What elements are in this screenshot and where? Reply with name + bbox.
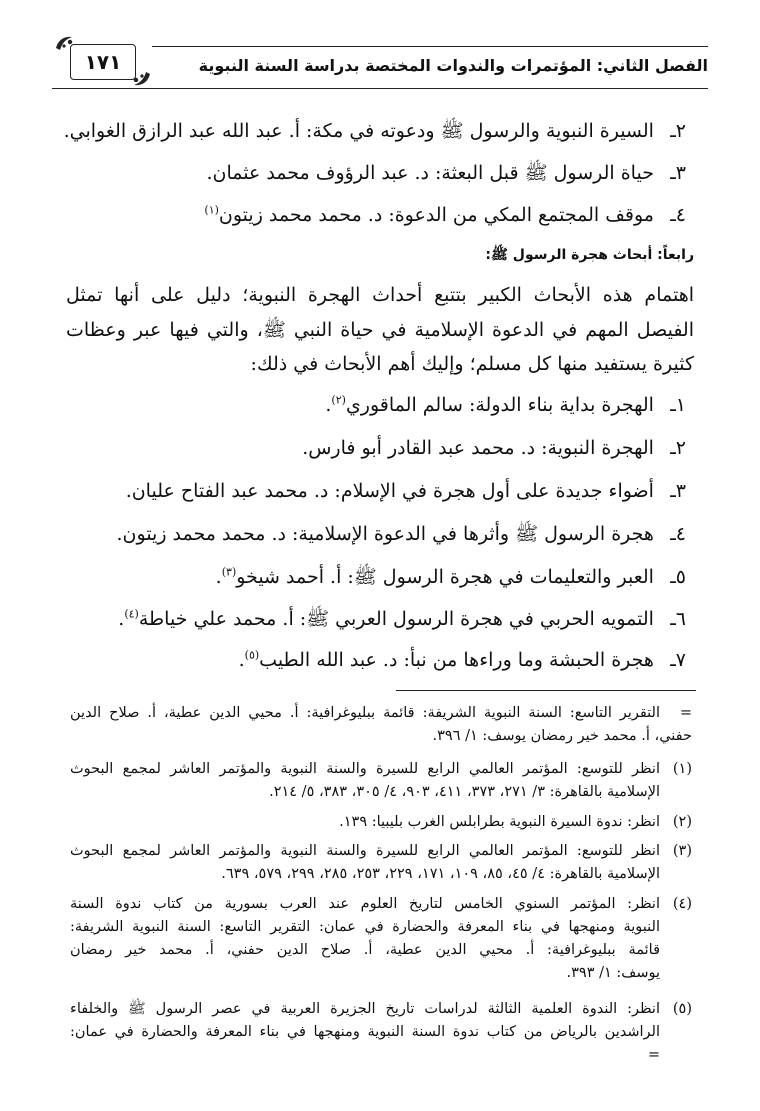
- footnote-line: التقرير التاسع: السنة النبوية الشريفة: قائمة ببليوغرافية: أ. محيي الدين عطية، أ. صلاح الدين: [70, 705, 660, 721]
- footnote-line: النبوية ومنهجها في بناء المعرفة والحضارة في عمان: التقرير التاسع: السنة النبوية الشريفة:: [70, 919, 660, 935]
- footnote-line: انظر: المؤتمر السنوي الخامس لتاريخ العلوم عند العرب بسورية من كتاب ندوة السنة: [70, 896, 660, 912]
- footnote-line: الراشدين بالرياض من كتاب ندوة السنة النبوية ومنهجها في بناء المعرفة والحضارة في عمان:: [70, 1024, 660, 1040]
- footnote-ref: (٤): [124, 607, 139, 621]
- list-item-number: ٦ـ: [670, 608, 686, 630]
- chapter-title: الفصل الثاني: المؤتمرات والندوات المختصة بدراسة السنة النبوية: [198, 56, 708, 75]
- footnote-ref: (١): [204, 203, 219, 217]
- list-item: [66, 436, 686, 460]
- footnote: [70, 811, 692, 834]
- footnote-label: (٤): [672, 896, 692, 912]
- footnote-label: (٥): [672, 1001, 692, 1017]
- footnote-line: الإسلامية بالقاهرة: ٣/ ٢٧١، ٣٧٣، ٤١١، ٩٠٣، ٤/ ٣٠٥، ٣٨٣، ٥/ ٢١٤.: [269, 784, 660, 800]
- page-number: ١٧١: [70, 44, 136, 80]
- footnote-ref: (٥): [244, 648, 260, 662]
- footnote-label: =: [679, 705, 692, 721]
- footnote: [70, 998, 692, 1067]
- list-item-text: حياة الرسول ﷺ قبل البعثة: د. عبد الرؤوف محمد عثمان.: [206, 162, 654, 184]
- paragraph-line: كثيرة يستفيد منها كل مسلم؛ وإليك أهم الأبحاث في ذلك:: [250, 353, 694, 375]
- main-text: [63, 0, 694, 700]
- paragraph-line: اهتمام هذه الأبحاث الكبير بتتبع أحداث الهجرة النبوية؛ دليل على أنها تمثل: [66, 284, 694, 306]
- footnote-separator: [396, 690, 696, 691]
- list-item-number: ٣ـ: [670, 480, 686, 502]
- list-item-text: موقف المجتمع المكي من الدعوة: د. محمد محمد زيتون: [218, 204, 654, 226]
- footnote-line: الإسلامية بالقاهرة: ٤/ ٤٥، ٨٥، ١٠٩، ١٧١، ٢٢٩، ٢٥٣، ٢٨٥، ٢٩٩، ٥٧٩، ٦٣٩.: [221, 866, 660, 882]
- footnote: [70, 840, 692, 886]
- footnote-label: (٣): [672, 843, 692, 859]
- list-item-text: أضواء جديدة على أول هجرة في الإسلام: د. محمد عبد الفتاح عليان.: [125, 480, 654, 502]
- footnote-ref: (٢): [331, 393, 346, 407]
- footnote-label: (١): [672, 761, 692, 777]
- footnote-label: (٢): [672, 814, 692, 830]
- list-item-number: ٥ـ: [670, 566, 686, 588]
- list-item: [66, 393, 686, 417]
- list-item-text: هجرة الرسول ﷺ وأثرها في الدعوة الإسلامية: د. محمد محمد زيتون.: [116, 523, 654, 545]
- footnote: [70, 758, 692, 804]
- footnote-line: يوسف: ١/ ٣٩٣.: [566, 965, 660, 981]
- list-item-text: التمويه الحربي في هجرة الرسول العربي ﷺ: أ. محمد علي خياطة: [138, 608, 654, 630]
- footnote-line: =: [647, 1047, 660, 1063]
- footnote: [70, 702, 692, 748]
- list-item-text: هجرة الحبشة وما وراءها من نبأ: د. عبد الله الطيب: [259, 649, 654, 671]
- list-item: [66, 161, 686, 185]
- list-item-number: ١ـ: [670, 394, 686, 416]
- list-item-number: ٢ـ: [670, 437, 686, 459]
- list-item-number: ٤ـ: [670, 523, 686, 545]
- list-item-number: ٧ـ: [670, 649, 686, 671]
- list-item-number: ٣ـ: [670, 162, 686, 184]
- list-item-number: ٢ـ: [670, 120, 686, 142]
- footnote-line: انظر: ندوة السيرة النبوية بطرابلس الغرب بليبيا: ١٣٩.: [339, 814, 660, 830]
- footnote-line: انظر للتوسع: المؤتمر العالمي الرابع للسيرة والسنة النبوية والمؤتمر العاشر لمجمع البحوث: [70, 843, 660, 859]
- list-item-end: .: [325, 394, 332, 416]
- footnote: [70, 893, 692, 985]
- section-heading: رابعاً: أبحاث هجرة الرسول ﷺ:: [485, 247, 694, 263]
- list-item: [66, 203, 686, 227]
- list-item: [66, 479, 686, 503]
- list-item: [66, 648, 686, 672]
- list-item-text: الهجرة النبوية: د. محمد عبد القادر أبو فارس.: [302, 437, 654, 459]
- list-item-end: .: [215, 566, 222, 588]
- list-item-text: الهجرة بداية بناء الدولة: سالم الماقوري: [345, 394, 654, 416]
- paragraph-line: الفيصل المهم في الدعوة الإسلامية في حياة النبي ﷺ، والتي فيها عبر وعظات: [66, 319, 694, 341]
- list-item-end: .: [118, 608, 125, 630]
- footnote-line: قائمة ببليوغرافية: أ. محيي الدين عطية، أ. صلاح الدين حفني، أ. محمد خير رمضان: [70, 942, 660, 958]
- list-item-number: ٤ـ: [670, 204, 686, 226]
- list-item: [66, 522, 686, 546]
- list-item-text: السيرة النبوية والرسول ﷺ ودعوته في مكة: أ. عبد الله عبد الرازق الغوابي.: [63, 120, 654, 142]
- footnote-line: انظر: الندوة العلمية الثالثة لدراسات تاريخ الجزيرة العربية في عصر الرسول ﷺ والخلفاء: [70, 1001, 660, 1017]
- list-item: [66, 607, 686, 631]
- list-item: [66, 565, 686, 589]
- list-item: [63, 119, 686, 143]
- list-item-end: .: [238, 649, 245, 671]
- footnote-ref: (٣): [221, 565, 237, 579]
- footnote-line: حفني، أ. محمد خير رمضان يوسف: ١/ ٣٩٦.: [432, 728, 692, 744]
- footnote-line: انظر للتوسع: المؤتمر العالمي الرابع للسيرة والسنة النبوية والمؤتمر العاشر لمجمع البحوث: [70, 761, 660, 777]
- list-item-text: العبر والتعليمات في هجرة الرسول ﷺ: أ. أحمد شيخو: [236, 566, 654, 588]
